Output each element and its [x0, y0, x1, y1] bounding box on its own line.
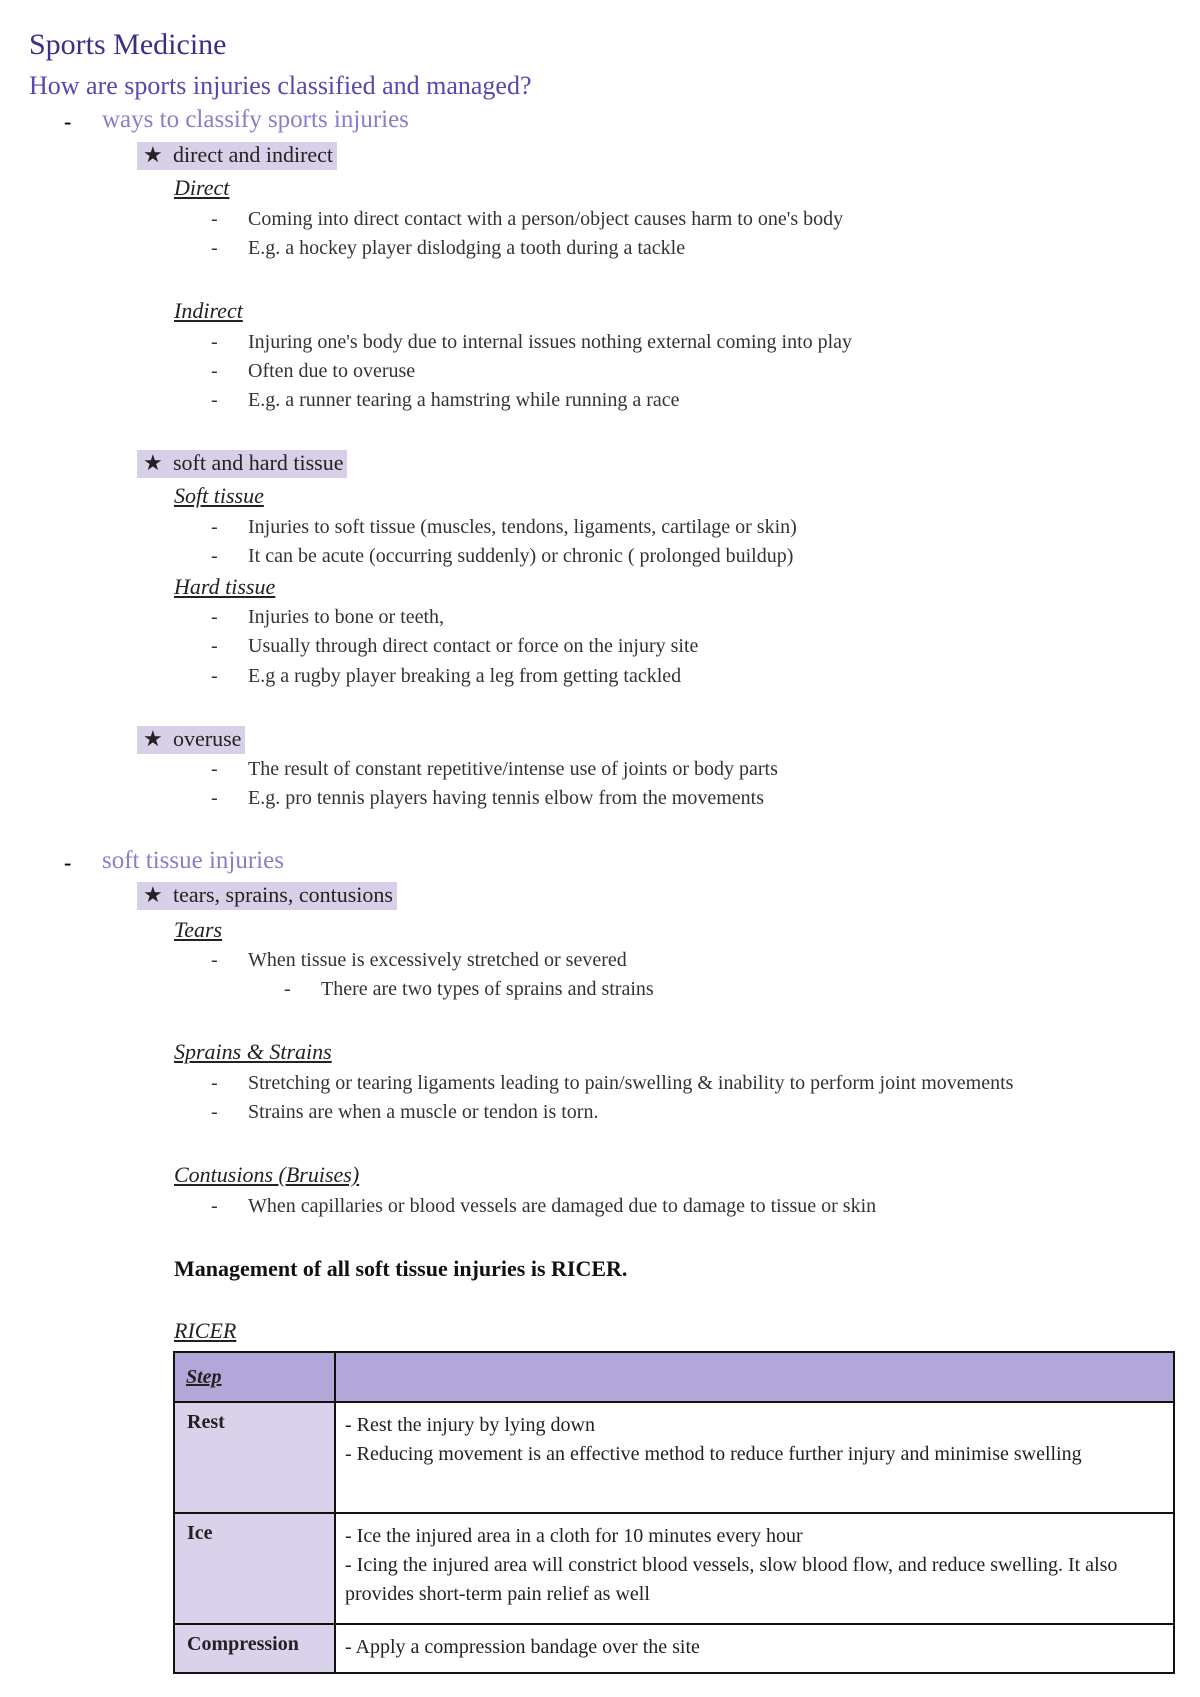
star-icon: ★ — [143, 726, 163, 751]
table-header-description — [335, 1352, 1174, 1402]
table-row — [174, 1624, 1174, 1673]
page-subtitle: How are sports injuries classified and managed? — [29, 71, 532, 100]
management-statement: Management of all soft tissue injuries is RICER. — [174, 1256, 628, 1281]
page-title: Sports Medicine — [29, 28, 227, 61]
star-item-label: tears, sprains, contusions — [173, 882, 393, 907]
star-icon: ★ — [143, 142, 163, 167]
section-heading-classify: ways to classify sports injuries — [102, 106, 409, 133]
list-item: - Injuries to bone or teeth, — [211, 606, 445, 628]
list-item: - E.g a rugby player breaking a leg from getting tackled — [211, 665, 682, 687]
list-item: - The result of constant repetitive/intense use of joints or body parts — [211, 758, 778, 780]
list-item: - E.g. pro tennis players having tennis elbow from the movements — [211, 787, 765, 809]
table-cell-description: - Rest the injury by lying down - Reducing movement is an effective method to reduce further injury and minimise swelling — [335, 1402, 1174, 1513]
star-icon: ★ — [143, 882, 163, 907]
subheading-hard-tissue: Hard tissue — [174, 574, 276, 599]
table-cell-step: Rest — [174, 1402, 335, 1513]
subheading-sprains-strains: Sprains & Strains — [174, 1039, 332, 1064]
table-row — [174, 1402, 1174, 1513]
section-bullet: - — [64, 109, 72, 134]
list-item: - E.g. a runner tearing a hamstring while running a race — [211, 389, 680, 411]
subheading-direct: Direct — [174, 175, 230, 200]
table-cell-step: Compression — [174, 1624, 335, 1673]
star-item-overuse — [137, 726, 245, 754]
table-cell-step: Ice — [174, 1513, 335, 1624]
star-item-tears-sprains — [137, 882, 397, 910]
list-item: - Coming into direct contact with a person/object causes harm to one's body — [211, 208, 844, 230]
list-item: - E.g. a hockey player dislodging a tooth during a tackle — [211, 237, 686, 259]
list-item: - Injuring one's body due to internal issues nothing external coming into play — [211, 331, 853, 353]
subheading-indirect: Indirect — [174, 298, 243, 323]
list-item: - Injuries to soft tissue (muscles, tendons, ligaments, cartilage or skin) — [211, 516, 797, 538]
list-item: - When tissue is excessively stretched or severed — [211, 949, 627, 971]
star-item-direct-indirect — [137, 142, 337, 170]
list-item: - Stretching or tearing ligaments leading to pain/swelling & inability to perform joint movements — [211, 1072, 1014, 1094]
list-item: - When capillaries or blood vessels are damaged due to damage to tissue or skin — [211, 1195, 877, 1217]
list-item-nested: - There are two types of sprains and strains — [284, 978, 654, 1000]
table-cell-description: - Ice the injured area in a cloth for 10 minutes every hour - Icing the injured area will constrict blood vessels, slow blood flow, and reduce swelling. It also provides short-term pain relief as well — [335, 1513, 1174, 1624]
table-header-row — [174, 1352, 1174, 1402]
list-item: - Usually through direct contact or force on the injury site — [211, 635, 699, 657]
table-row — [174, 1513, 1174, 1624]
table-cell-description: - Apply a compression bandage over the site — [335, 1624, 1174, 1673]
subheading-soft-tissue: Soft tissue — [174, 483, 264, 508]
list-item: - Often due to overuse — [211, 360, 416, 382]
section-heading-soft-tissue: soft tissue injuries — [102, 847, 284, 874]
star-item-label: direct and indirect — [173, 142, 334, 167]
star-item-label: soft and hard tissue — [173, 450, 344, 475]
list-item: - It can be acute (occurring suddenly) or chronic ( prolonged buildup) — [211, 545, 794, 567]
list-item: - Strains are when a muscle or tendon is torn. — [211, 1101, 599, 1123]
star-item-label: overuse — [173, 726, 242, 751]
star-icon: ★ — [143, 450, 163, 475]
star-item-soft-hard-tissue — [137, 450, 347, 478]
subheading-tears: Tears — [174, 917, 223, 942]
subheading-contusions: Contusions (Bruises) — [174, 1162, 360, 1187]
subheading-ricer: RICER — [174, 1318, 237, 1343]
table-header-step: Step — [174, 1352, 335, 1402]
section-bullet: - — [64, 850, 72, 875]
ricer-table — [173, 1351, 1175, 1674]
